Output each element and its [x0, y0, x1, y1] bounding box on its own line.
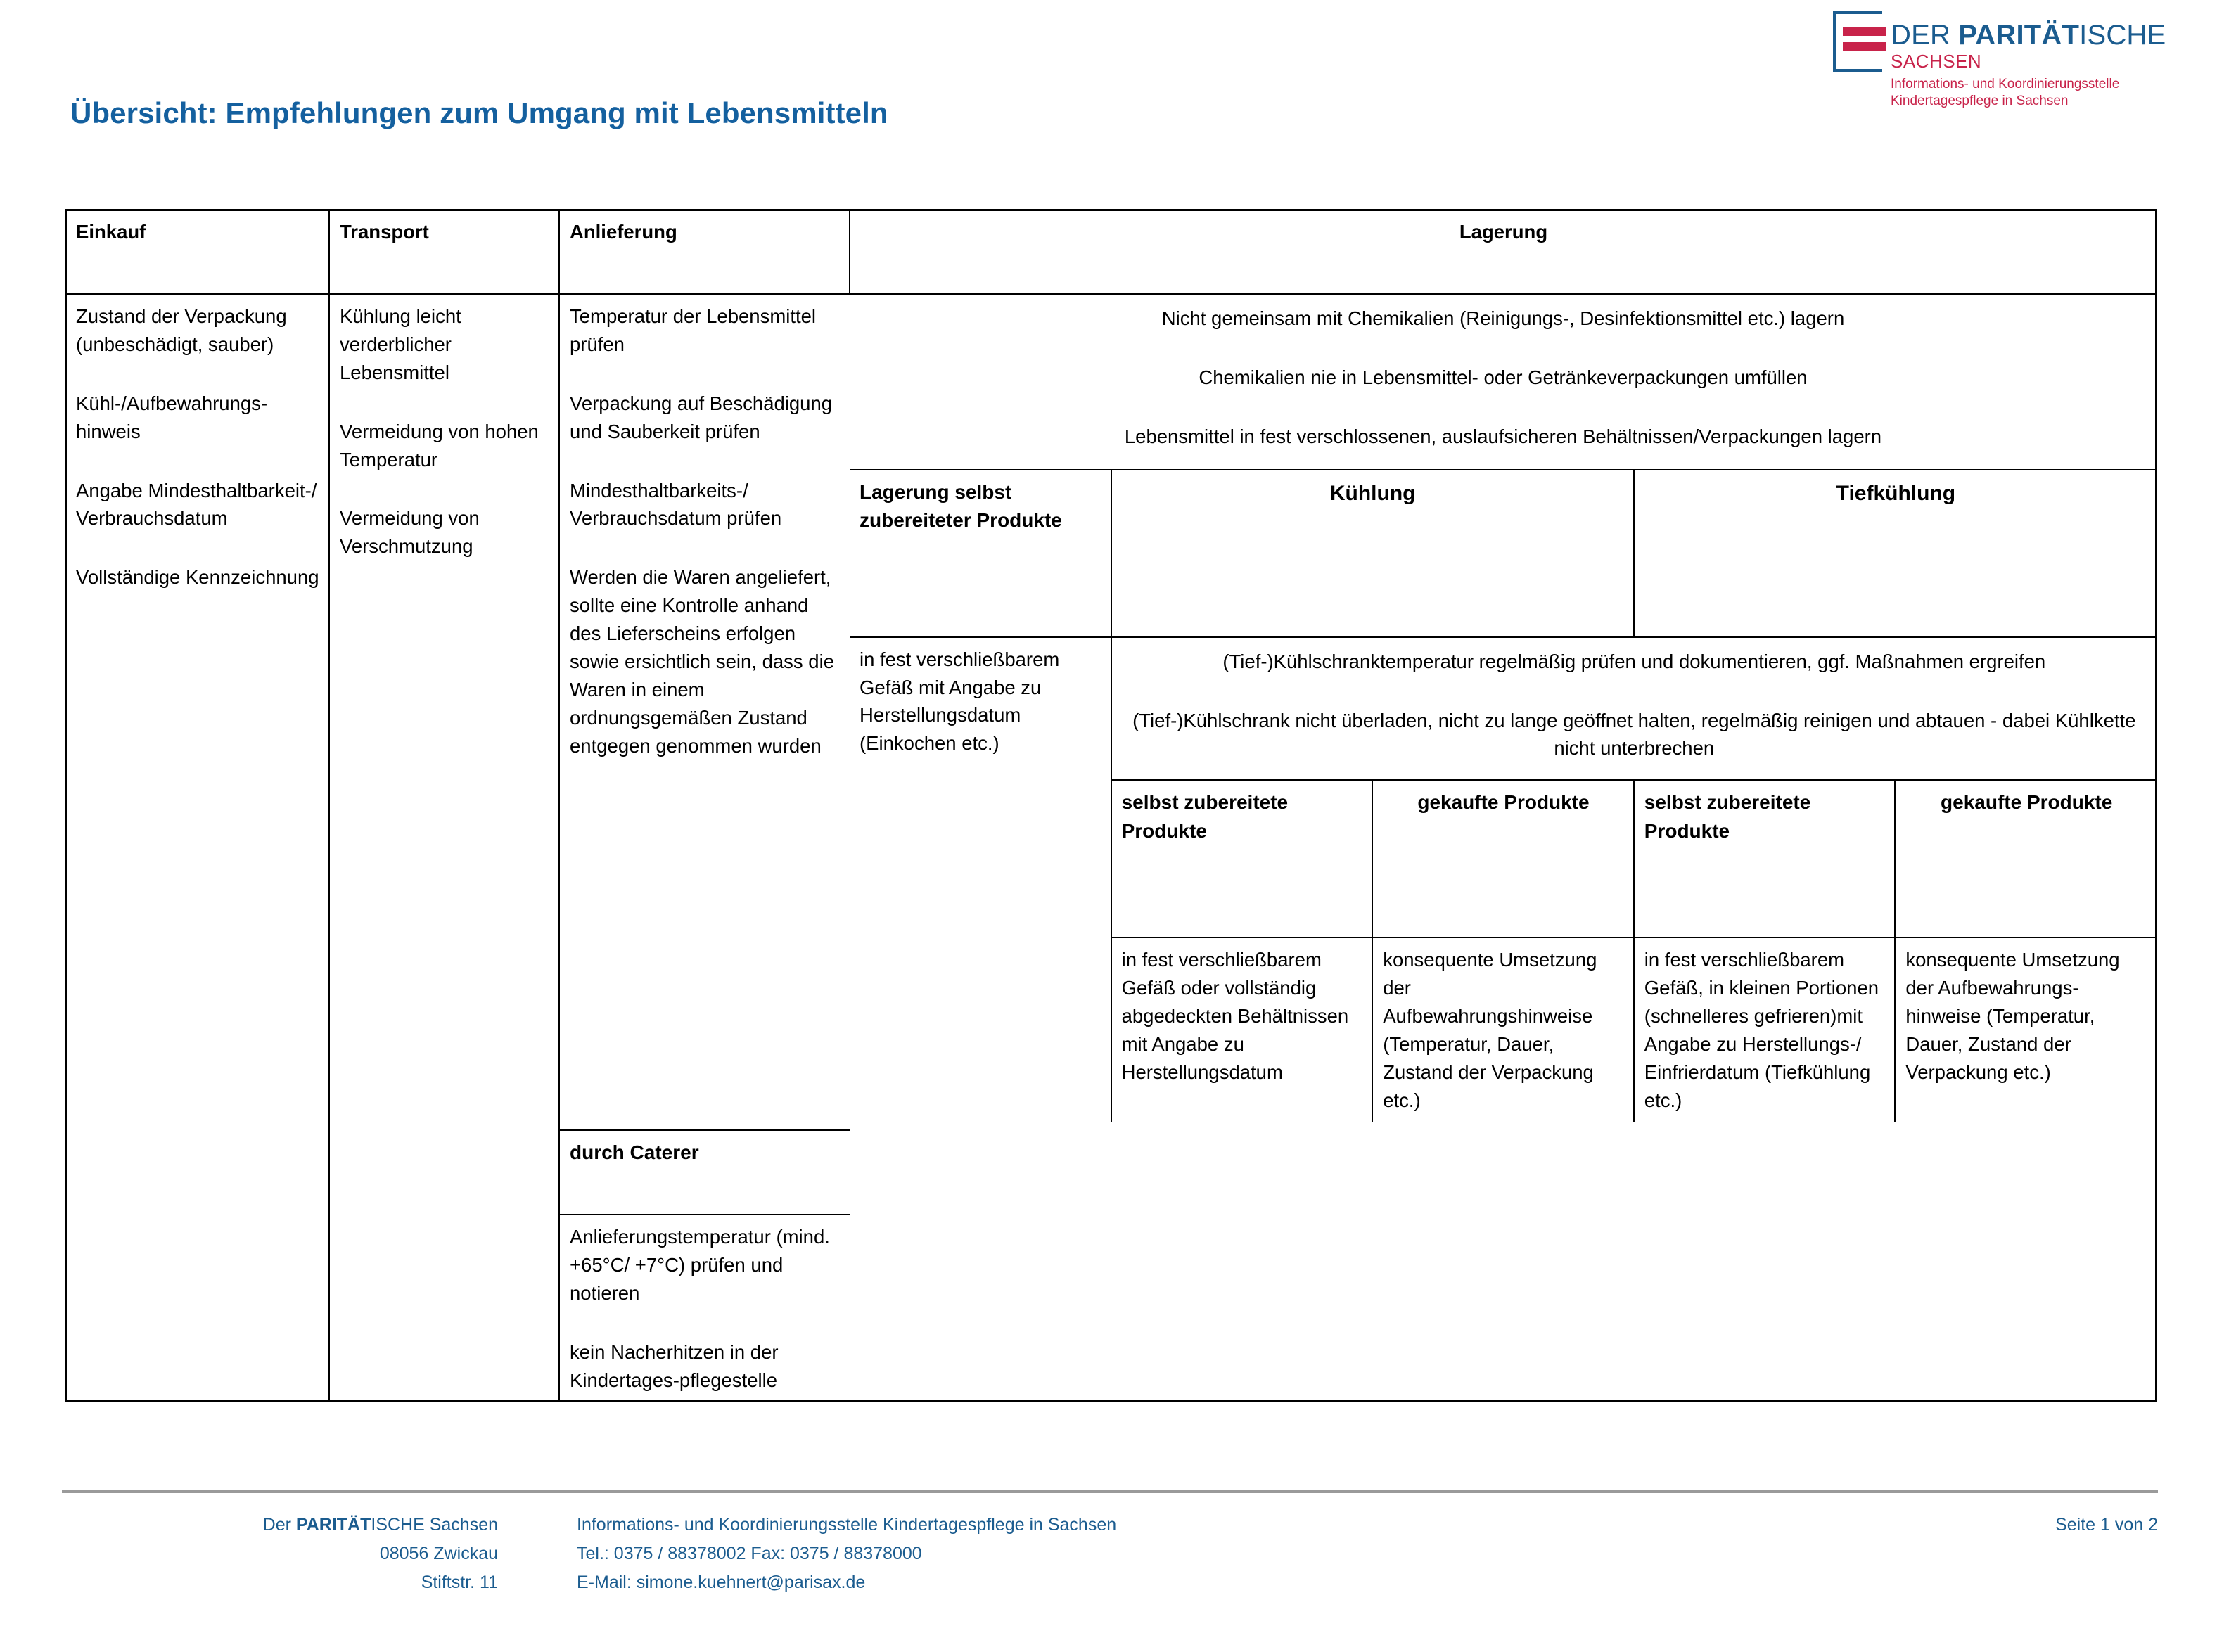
footer-address	[62, 1511, 498, 1596]
footer-office: Informations- und Koordinierungsstelle Kindertagespflege in Sachsen	[577, 1515, 1117, 1535]
anlieferung-item-3: Mindesthaltbarkeits-/ Verbrauchsdatum prüfen	[570, 479, 782, 530]
caterer-item-2: kein Nacherhitzen in der Kindertages-pflegestelle	[570, 1340, 779, 1391]
anlieferung-caterer-body	[560, 1215, 850, 1402]
footer-divider	[62, 1490, 2158, 1493]
footer-page-number: Seite 1 von 2	[2055, 1515, 2158, 1535]
footer-phone: Tel.: 0375 / 88378002 Fax: 0375 / 88378000	[577, 1543, 922, 1563]
column-header-lagerung: Lagerung	[850, 210, 2157, 294]
lagerung-intro	[850, 295, 2157, 470]
tiefkuehlung-heading: Tiefkühlung	[1634, 470, 2157, 637]
einkauf-item-4: Vollständige Kennzeichnung	[76, 566, 319, 589]
einkauf-item-1: Zustand der Verpackung (unbeschädigt, sauber)	[76, 305, 287, 355]
subheader-kuehlung-selbst: selbst zubereitete Produkte	[1111, 780, 1373, 937]
anlieferung-item-1: Temperatur der Lebensmittel prüfen	[570, 305, 817, 355]
lagerung-selbst-body: in fest verschließbarem Gefäß mit Angabe zu Herstellungsdatum (Einkochen etc.)	[860, 648, 1060, 755]
lagerung-selbst-heading: Lagerung selbst zubereiteter Produkte	[850, 470, 1111, 637]
cell-tiefkuehlung-gekauft: konsequente Umsetzung der Aufbewahrungs-hinweise (Temperatur, Dauer, Zustand der Verpackung etc.)	[1895, 937, 2157, 1122]
transport-item-2: Vermeidung von hohen Temperatur	[340, 420, 539, 470]
cell-kuehlung-selbst: in fest verschließbarem Gefäß oder vollständig abgedeckten Behältnissen mit Angabe zu Herstellungsdatum	[1111, 937, 1373, 1122]
cell-anlieferung	[559, 294, 850, 1402]
column-header-anlieferung: Anlieferung	[559, 210, 850, 294]
logo-wordmark-pre: DER	[1891, 20, 1959, 51]
lagerung-intro-1: Nicht gemeinsam mit Chemikalien (Reinigungs-, Desinfektionsmittel etc.) lagern	[1161, 307, 1845, 329]
logo-region: SACHSEN	[1891, 50, 1982, 72]
footer-org-post: ISCHE Sachsen	[371, 1515, 498, 1535]
einkauf-item-3: Angabe Mindesthaltbarkeit-/ Verbrauchsdatum	[76, 479, 317, 530]
kuehlung-heading: Kühlung	[1111, 470, 1634, 637]
footer-email[interactable]: E-Mail: simone.kuehnert@parisax.de	[577, 1572, 866, 1592]
paritaetischer-logo-mark	[1832, 10, 1886, 75]
cell-einkauf	[65, 294, 329, 1402]
footer-org-name	[62, 1511, 498, 1539]
subheader-tiefkuehlung-selbst: selbst zubereitete Produkte	[1634, 780, 1896, 937]
lagerung-note-1: (Tief-)Kühlschranktemperatur regelmäßig prüfen und dokumentieren, ggf. Maßnahmen ergreifen	[1222, 650, 2046, 672]
cell-kuehlung-gekauft: konsequente Umsetzung der Aufbewahrungshinweise (Temperatur, Dauer, Zustand der Verpackung etc.)	[1372, 937, 1634, 1122]
einkauf-item-2: Kühl-/Aufbewahrungs-hinweis	[76, 392, 268, 442]
anlieferung-main	[560, 295, 850, 1130]
anlieferung-item-2: Verpackung auf Beschädigung und Sauberkeit prüfen	[570, 392, 833, 442]
lagerung-intro-3: Lebensmittel in fest verschlossenen, auslaufsicheren Behältnissen/Verpackungen lagern	[1124, 425, 1882, 447]
footer-street: Stiftstr. 11	[421, 1572, 498, 1592]
subheader-kuehlung-gekauft: gekaufte Produkte	[1372, 780, 1634, 937]
column-header-einkauf: Einkauf	[65, 210, 329, 294]
page-title: Übersicht: Empfehlungen zum Umgang mit Lebensmitteln	[70, 96, 888, 129]
column-header-transport: Transport	[329, 210, 559, 294]
footer-contact	[498, 1511, 1855, 1596]
transport-item-3: Vermeidung von Verschmutzung	[340, 507, 480, 558]
table-body-row	[65, 294, 2157, 1402]
lagerung-intro-2: Chemikalien nie in Lebensmittel- oder Getränkeverpackungen umfüllen	[1199, 366, 1808, 388]
transport-item-1: Kühlung leicht verderblicher Lebensmittel	[340, 305, 461, 383]
logo-wordmark-bold: PARITÄT	[1958, 20, 2080, 51]
caterer-item-1: Anlieferungstemperatur (mind. +65°C/ +7°C) prüfen und notieren	[570, 1226, 830, 1304]
cell-tiefkuehlung-selbst: in fest verschließbarem Gefäß, in kleinen Portionen (schnelleres gefrieren)mit Angabe zu Herstellungs-/ Einfrierdatum (Tiefkühlung etc.)	[1634, 937, 1896, 1122]
logo-wordmark-post: ISCHE	[2079, 20, 2166, 51]
table-header-row	[65, 210, 2157, 294]
cell-transport	[329, 294, 559, 1402]
page-footer	[62, 1511, 2158, 1596]
cell-lagerung	[850, 294, 2157, 1402]
logo-subtitle-line1: Informations- und Koordinierungsstelle	[1891, 77, 2120, 91]
anlieferung-item-4: Werden die Waren angeliefert, sollte eine Kontrolle anhand des Lieferscheins erfolgen sowie ersichtlich sein, dass die Waren in einem ordnungsgemäßen Zustand entgegen genommen wurden	[570, 566, 835, 757]
lagerung-selbst-column	[850, 470, 1111, 1122]
logo-subtitle-line2: Kindertagespflege in Sachsen	[1891, 94, 2069, 109]
footer-org-pre: Der	[262, 1515, 296, 1535]
lagerung-note-2: (Tief-)Kühlschrank nicht überladen, nicht zu lange geöffnet halten, regelmäßig reinigen und abtauen - dabei Kühlkette nicht unterbrechen	[1132, 709, 2136, 760]
lagerung-notes	[1111, 637, 2157, 781]
anlieferung-caterer-heading: durch Caterer	[560, 1130, 850, 1215]
subheader-tiefkuehlung-gekauft: gekaufte Produkte	[1895, 780, 2157, 937]
footer-zip-city: 08056 Zwickau	[379, 1543, 498, 1563]
recommendations-table	[65, 209, 2157, 1402]
footer-org-bold: PARITÄT	[295, 1515, 371, 1535]
logo-wordmark	[1891, 21, 2166, 50]
organization-logo	[1832, 10, 2197, 110]
